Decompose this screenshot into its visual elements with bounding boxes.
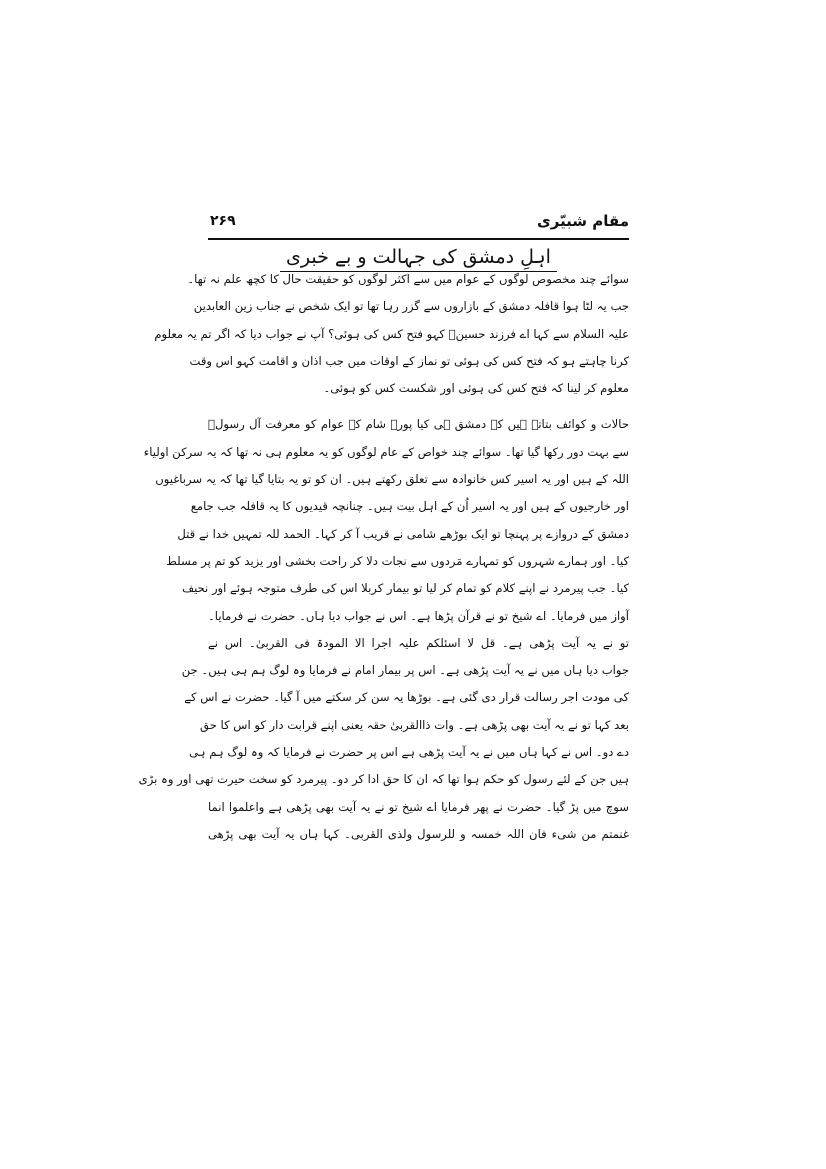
text-line: سوائے چند مخصوص لوگوں کے عوام میں سے اکثر لوگوں کو حقیقت حال کا کچھ علم نہ تھا۔ bbox=[187, 272, 629, 286]
paragraph-1 bbox=[154, 266, 629, 402]
text-line: ہیں جن کے لئے رسول کو حکم ہوا تھا کہ ان کا حق ادا کر دو۔ پیرمرد کو سخت حیرت تھی اور وہ بڑی bbox=[138, 772, 629, 787]
text-line: علیہ السلام سے کہا اے فرزند حسینؑ کہو فتح کس کی ہوئی؟ آپ نے جواب دیا کہ اگر تم یہ معلوم bbox=[154, 326, 629, 341]
text-line: جواب دیا ہاں میں نے یہ آیت پڑھی ہے۔ اس پر بیمار امام نے فرمایا وہ لوگ ہم ہی ہیں۔ جن bbox=[181, 663, 629, 678]
chapter-heading bbox=[208, 246, 629, 268]
text-line: تو نے یہ آیت پڑھی ہے۔ قل لا اسئلکم علیہ اجرا الا المودۃ فی القربیٰ۔ اس نے bbox=[208, 635, 629, 650]
text-line: معلوم کر لینا کہ فتح کس کی ہوئی اور شکست کس کو ہوئی۔ bbox=[323, 381, 629, 396]
text-line: سوچ میں پڑ گیا۔ حضرت نے پھر فرمایا اے شیخ تو نے یہ آیت بھی پڑھی ہے واعلموا انما bbox=[208, 799, 629, 814]
paragraph-2 bbox=[138, 411, 629, 848]
text-line: سے بہت دور رکھا گیا تھا۔ سوائے چند خواص کے عام لوگوں کو یہ معلوم ہی نہ تھا کہ یہ سرکن اولیاء bbox=[143, 444, 629, 459]
text-line: غنمتم من شیء فان اللہ خمسہ و للرسول ولذی القربی۔ کہا ہاں یہ آیت بھی پڑھی bbox=[208, 826, 629, 841]
text-line: کی مودت اجر رسالت قرار دی گئی ہے۔ بوڑھا یہ سن کر سکتے میں آ گیا۔ حضرت نے اس کے bbox=[184, 690, 629, 705]
text-line: کرنا چاہتے ہو کہ فتح کس کی ہوئی تو نماز کے اوقات میں جب اذان و اقامت کہو اس وقت bbox=[189, 353, 629, 368]
text-line: دمشق کے دروازے پر پہنچا تو ایک بوڑھے شامی نے قریب آ کر کہا۔ الحمد للہ تمہیں خدا نے قتل bbox=[177, 526, 629, 541]
text-line: حالات و کوائف بتاتے ہیں کہ دمشق ہی کیا پورے شام کے عوام کو معرفت آل رسولؐ bbox=[208, 417, 629, 432]
text-line: کیا۔ جب پیرمرد نے اپنے کلام کو تمام کر لیا تو بیمار کربلا اس کی طرف متوجہ ہوئے اور نحیف bbox=[182, 581, 629, 596]
running-header bbox=[208, 212, 629, 240]
text-line: کیا۔ اور ہمارے شہروں کو تمہارے مَردوں سے نجات دلا کر راحت بخشی اور یزید کو تم پر مسلط bbox=[166, 553, 629, 568]
text-line: بعد کہا تو نے یہ آیت بھی پڑھی ہے۔ وات ذاالقربیٰ حقہ یعنی اپنے قرابت دار کو اس کا حق bbox=[200, 717, 629, 732]
body-text bbox=[138, 266, 629, 848]
page-number: ۲۶۹ bbox=[210, 213, 236, 229]
text-line: اور خارجیوں کے ہیں اور یہ اسیر اُن کے اہل بیت ہیں۔ چنانچہ قیدیوں کا یہ قافلہ جب جامع bbox=[190, 499, 629, 514]
text-line: آواز میں فرمایا۔ اے شیخ تو نے قرآن پڑھا ہے۔ اس نے جواب دیا ہاں۔ حضرت نے فرمایا۔ bbox=[208, 608, 629, 623]
text-line: اللہ کے ہیں اور یہ اسیر کس خانوادہ سے تعلق رکھتے ہیں۔ ان کو تو یہ بتایا گیا تھا کہ یہ سرباغیوں bbox=[155, 472, 629, 487]
text-line: جب یہ لٹا ہوا قافلہ دمشق کے بازاروں سے گزر رہا تھا تو ایک شخص نے جناب زین العابدین bbox=[193, 299, 629, 314]
book-title: مقام شبیّری bbox=[536, 212, 629, 230]
text-line: دے دو۔ اس نے کہا ہاں میں نے یہ آیت پڑھی ہے اس پر حضرت نے فرمایا کہ وہ لوگ ہم ہی bbox=[189, 745, 629, 760]
chapter-title: اہلِ دمشق کی جہالت و بے خبری bbox=[280, 246, 557, 272]
